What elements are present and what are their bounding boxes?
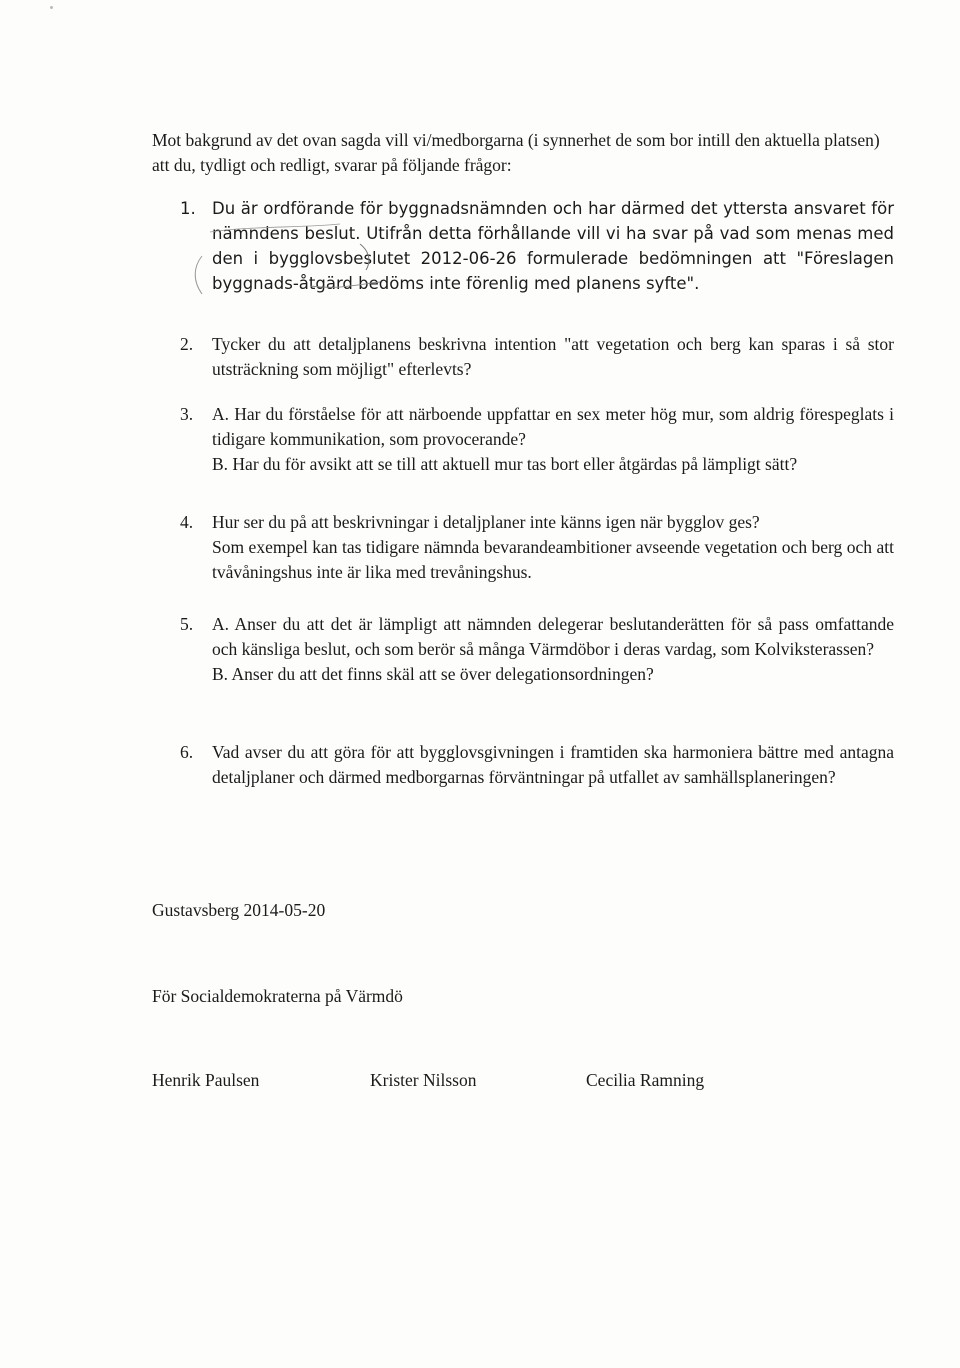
question-paragraph: B. Anser du att det finns skäl att se över delegationsordningen? bbox=[212, 664, 654, 684]
question-paragraph: Som exempel kan tas tidigare nämnda bevarandeambitioner avseende vegetation och berg och att tvåvåningshus inte är lika med trevåningshus. bbox=[212, 537, 894, 582]
question-number: 1. bbox=[180, 199, 196, 218]
question-number: 2. bbox=[180, 334, 194, 354]
question-4 bbox=[152, 510, 894, 585]
date-line: Gustavsberg 2014-05-20 bbox=[152, 900, 326, 920]
question-1 bbox=[152, 196, 894, 296]
question-number: 5. bbox=[180, 614, 194, 634]
question-paragraph: B. Har du för avsikt att se till att aktuell mur tas bort eller åtgärdas på lämpligt sätt? bbox=[212, 454, 798, 474]
question-body bbox=[212, 740, 894, 790]
question-5 bbox=[152, 612, 894, 687]
signatory-name: Cecilia Ramning bbox=[586, 1070, 705, 1090]
question-paragraph: Hur ser du på att beskrivningar i detaljplaner inte känns igen när bygglov ges? bbox=[212, 512, 760, 532]
scan-speck bbox=[50, 6, 53, 9]
signatory-name: Henrik Paulsen bbox=[152, 1070, 260, 1090]
question-6 bbox=[152, 740, 894, 790]
question-body bbox=[212, 402, 894, 477]
question-number: 6. bbox=[180, 742, 194, 762]
question-paragraph: Du är ordförande för byggnadsnämnden och har därmed det yttersta ansvaret för nämndens beslut. Utifrån detta förhållande vill vi ha svar på vad som menas med den i bygglovsbeslutet 2012-06-26 formulerade bedömningen att "Föreslagen byggnads-åtgärd bedöms inte förenlig med planens syfte". bbox=[212, 199, 894, 293]
question-2 bbox=[152, 332, 894, 382]
question-body bbox=[212, 332, 894, 382]
question-number: 3. bbox=[180, 404, 194, 424]
question-paragraph: A. Anser du att det är lämpligt att nämnden delegerar beslutanderätten för så pass omfattande och känsliga beslut, och som berör så många Värmdöbor i deras vardag, som Kolviksterassen? bbox=[212, 614, 894, 659]
question-paragraph: Vad avser du att göra för att bygglovsgivningen i framtiden ska harmoniera bättre med antagna detaljplaner och därmed medborgarnas förväntningar på utfallet av samhällsplaneringen? bbox=[212, 742, 894, 787]
question-number: 4. bbox=[180, 512, 194, 532]
question-body bbox=[212, 612, 894, 687]
intro-paragraph: Mot bakgrund av det ovan sagda vill vi/medborgarna (i synnerhet de som bor intill den aktuella platsen) att du, tydligt och redligt, svarar på följande frågor: bbox=[152, 130, 880, 175]
question-paragraph: A. Har du förståelse för att närboende uppfattar en sex meter hög mur, som aldrig förespeglats i tidigare kommunikation, som provocerande? bbox=[212, 404, 894, 449]
question-3 bbox=[152, 402, 894, 477]
question-paragraph: Tycker du att detaljplanens beskrivna intention "att vegetation och berg kan sparas i så stor utsträckning som möjligt" efterlevts? bbox=[212, 334, 894, 379]
question-body bbox=[212, 510, 894, 585]
organization-line: För Socialdemokraterna på Värmdö bbox=[152, 986, 403, 1006]
question-body bbox=[212, 196, 894, 296]
signatory-name: Krister Nilsson bbox=[370, 1070, 477, 1090]
